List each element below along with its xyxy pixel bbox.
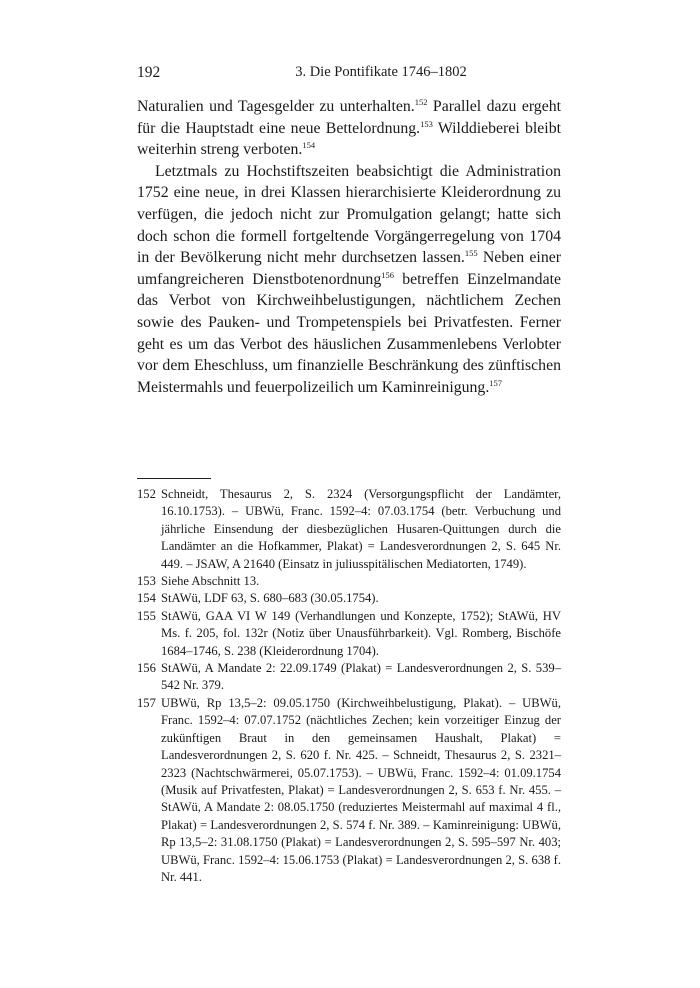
paragraph-2 [137, 161, 561, 399]
footnote-number: 152 [137, 487, 156, 501]
footnote-ref: 154 [302, 140, 316, 151]
text-run: Parallel dazu ergeht für die Hauptstadt eine neue Bettelordnung. [137, 98, 561, 137]
footnote-ref: 157 [489, 377, 503, 388]
footnote [137, 660, 561, 695]
footnote-ref: 156 [381, 269, 394, 280]
running-head: 3. Die Pontifikate 1746–1802 [295, 64, 467, 80]
text-run: Naturalien und Tagesgelder zu unterhalten. [137, 98, 415, 115]
footnote [137, 608, 561, 660]
footnote-number: 156 [137, 661, 156, 676]
footnote-separator [137, 478, 211, 479]
text-run: betreffen Einzelmandate das Verbot von Kirchweihbelustigungen, nächtlichem Zechen sowie des Pauken- und Trompetenspiels bei Privatfesten. Ferner geht es um das Verbot des häuslichen Zusammenlebens Verlobter vor dem Eheschluss, um finanzielle Beschränkung des zünftischen Meistermahls und feuerpolizeilich um Kaminreinigung. [137, 270, 561, 396]
page-number: 192 [137, 64, 161, 81]
footnote-text: Siehe Abschnitt 13. [161, 574, 260, 589]
footnote-text: StAWü, GAA VI W 149 (Verhandlungen und Konzepte, 1752); StAWü, HV Ms. f. 205, fol. 132r (Notiz über Unausführbarkeit). Vgl. Romberg, Bischöfe 1684–1746, S. 238 (Kleiderordnung 1704). [161, 608, 561, 658]
footnotes [137, 486, 561, 886]
footnote [137, 486, 561, 573]
footnote-ref: 155 [464, 248, 478, 259]
footnote [137, 573, 561, 590]
footnote [137, 695, 561, 886]
paragraph-1 [137, 96, 561, 161]
footnote-number: 153 [137, 574, 156, 589]
footnote-text: Schneidt, Thesaurus 2, S. 2324 (Versorgungspflicht der Landämter, 16.10.1753). – UBWü, Franc. 1592–4: 07.03.1754 (betr. Verbuchung und jährliche Einsendung der diesbezüglichen Husaren-Quittungen durch die Landämter an die Hofkammer, Plakat) = Landesverordnungen 2, S. 645 Nr. 449. – JSAW, A 21640 (Einsatz in juliusspitälischen Mediatorten, 1749). [161, 487, 561, 571]
footnote-text: UBWü, Rp 13,5–2: 09.05.1750 (Kirchweihbelustigung, Plakat). – UBWü, Franc. 1592–4: 07.07.1752 (nächtliches Zechen; kein vorzeitiger Einzug der zukünftigen Braut in den gemeinsamen Haushalt, Plakat) = Landesverordnungen 2, S. 620 f. Nr. 425. – Schneidt, Thesaurus 2, S. 2321–2323 (Nachtschwärmerei, 05.07.1753). – UBWü, Franc. 1592–4: 01.09.1754 (Musik auf Privatfesten, Plakat) = Landesverordnungen 2, S. 653 f. Nr. 455. – StAWü, A Mandate 2: 08.05.1750 (reduziertes Meistermahl auf maximal 4 fl., Plakat) = Landesverordnungen 2, S. 574 f. Nr. 389. – Kaminreinigung: UBWü, Rp 13,5–2: 31.08.1750 (Plakat) = Landesverordnungen 2, S. 595–597 Nr. 403; UBWü, Franc. 1592–4: 15.06.1753 (Plakat) = Landesverordnungen 2, S. 638 f. Nr. 441. [161, 695, 561, 884]
footnote-number: 155 [137, 608, 156, 623]
text-run: Wilddieberei bleibt weiterhin streng verboten. [137, 119, 561, 159]
footnote-ref: 153 [420, 118, 433, 129]
footnote-number: 157 [137, 695, 156, 710]
footnote-number: 154 [137, 591, 156, 606]
body-text [137, 96, 561, 398]
text-run: Neben einer umfangreicheren Dienstbotenordnung [137, 249, 561, 288]
footnote-text: StAWü, A Mandate 2: 22.09.1749 (Plakat) = Landesverordnungen 2, S. 539–542 Nr. 379. [161, 661, 561, 693]
footnote [137, 590, 561, 607]
text-run: Letztmals zu Hochstiftszeiten beabsichtigt die Administration 1752 eine neue, in drei Klassen hierarchisierte Kleiderordnung zu verfügen, die jedoch nicht zur Promulgation gelangt; hatte sich doch schon die formell fortgeltende Vorgängerregelung von 1704 in der Bevölkerung nicht mehr durchsetzen lassen. [137, 162, 561, 267]
footnote-text: StAWü, LDF 63, S. 680–683 (30.05.1754). [161, 591, 379, 606]
footnote-ref: 152 [414, 97, 428, 107]
